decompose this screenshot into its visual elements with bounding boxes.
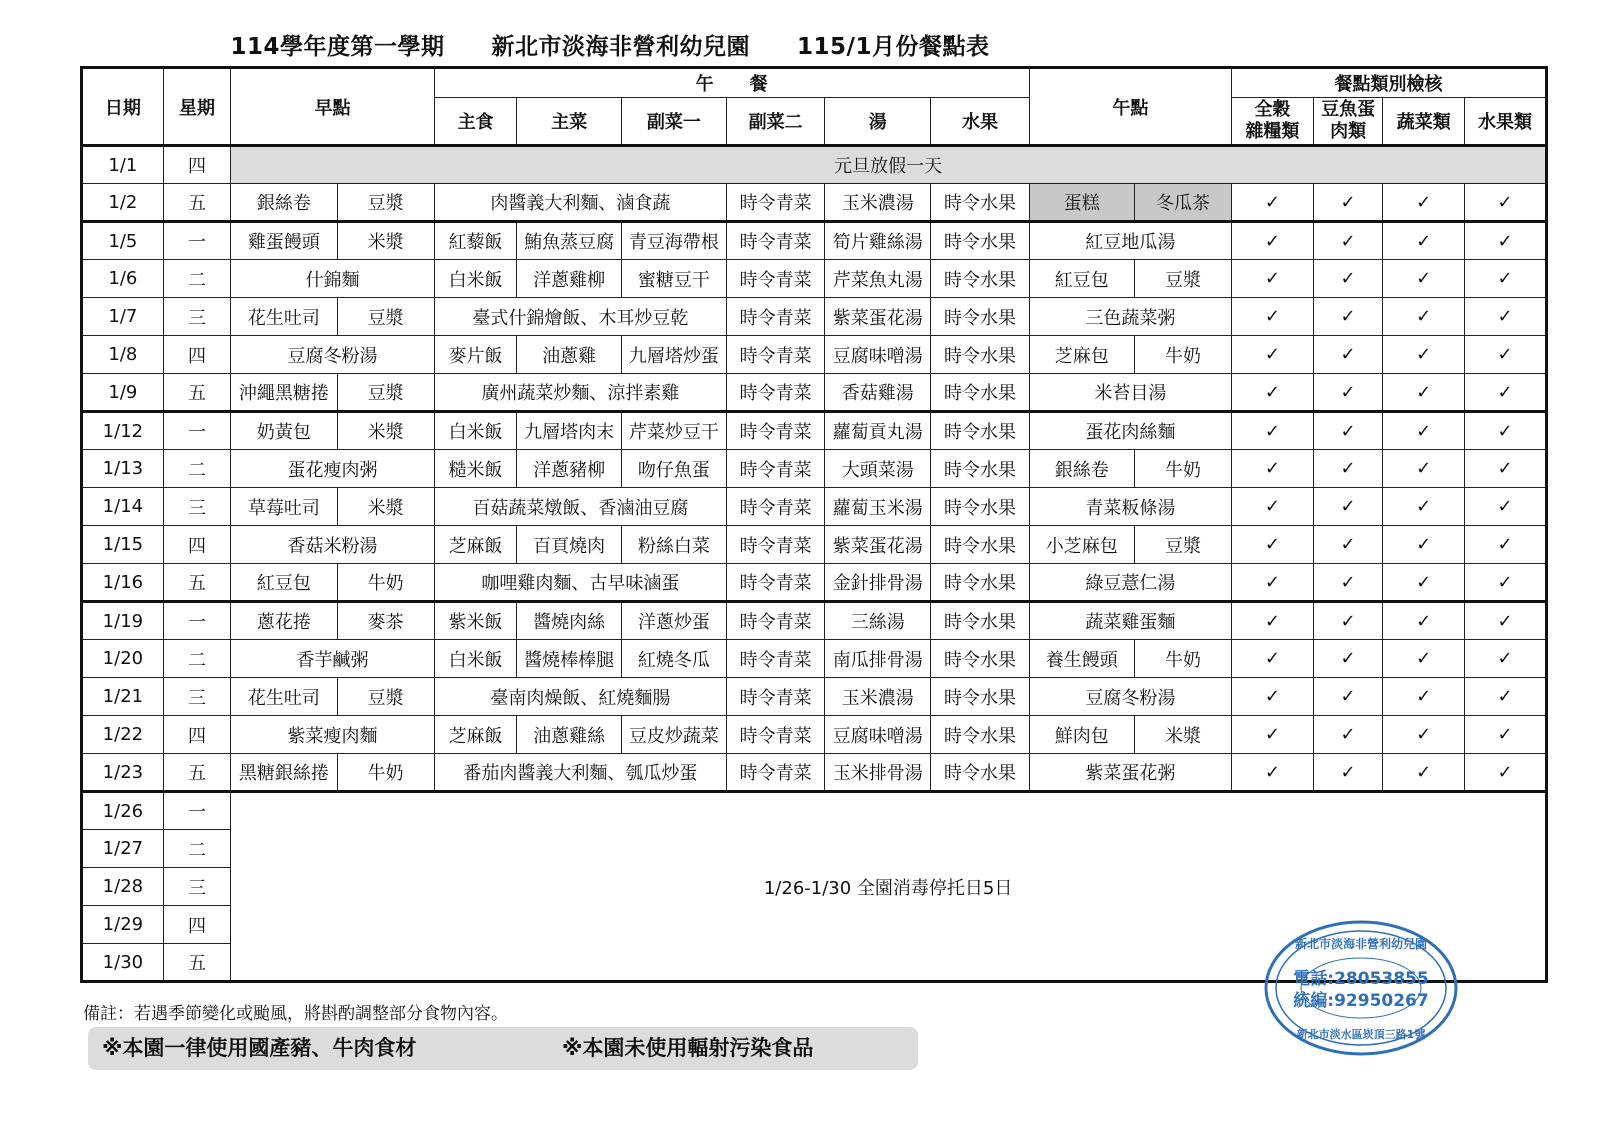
header-check: 餐點類別檢核 xyxy=(1232,68,1547,98)
lunch-soup: 玉米濃湯 xyxy=(825,678,931,716)
date-cell: 1/20 xyxy=(82,640,164,678)
date-cell: 1/15 xyxy=(82,526,164,564)
breakfast-item: 紫菜瘦肉麵 xyxy=(231,716,434,754)
weekday-cell: 一 xyxy=(163,792,230,830)
weekday-cell: 三 xyxy=(163,868,230,906)
check-fruit-mark: ✓ xyxy=(1465,602,1547,640)
weekday-cell: 四 xyxy=(163,146,230,184)
check-fruit-mark: ✓ xyxy=(1465,260,1547,298)
lunch-main-dish: 洋蔥雞柳 xyxy=(517,260,621,298)
lunch-fruit: 時令水果 xyxy=(931,488,1029,526)
lunch-soup: 玉米濃湯 xyxy=(825,184,931,222)
date-cell: 1/16 xyxy=(82,564,164,602)
snack-drink: 米漿 xyxy=(1134,716,1231,754)
header-staple: 主食 xyxy=(434,98,517,146)
header-check-grains: 全穀 雜糧類 xyxy=(1232,98,1314,146)
header-weekday: 星期 xyxy=(163,68,230,146)
snack-item: 鮮肉包 xyxy=(1029,716,1134,754)
breakfast-drink: 麥茶 xyxy=(337,602,434,640)
breakfast-drink: 米漿 xyxy=(337,488,434,526)
table-row xyxy=(82,222,1547,260)
notice-pork-beef: ※本園一律使用國產豬、牛肉食材 xyxy=(102,1036,417,1060)
check-grains-mark: ✓ xyxy=(1232,488,1314,526)
snack-item: 蛋花肉絲麵 xyxy=(1029,412,1231,450)
lunch-side-dish-2: 時令青菜 xyxy=(727,184,825,222)
lunch-fruit: 時令水果 xyxy=(931,374,1029,412)
check-grains-mark: ✓ xyxy=(1232,336,1314,374)
weekday-cell: 四 xyxy=(163,336,230,374)
check-protein-mark: ✓ xyxy=(1313,450,1383,488)
page-title: 114學年度第一學期 新北市淡海非營利幼兒園 115/1月份餐點表 xyxy=(230,34,990,60)
table-row xyxy=(82,336,1547,374)
table-row xyxy=(82,146,1547,184)
lunch-soup: 紫菜蛋花湯 xyxy=(825,298,931,336)
lunch-side-dish-2: 時令青菜 xyxy=(727,488,825,526)
check-protein-mark: ✓ xyxy=(1313,412,1383,450)
check-protein-mark: ✓ xyxy=(1313,260,1383,298)
check-protein-mark: ✓ xyxy=(1313,298,1383,336)
lunch-fruit: 時令水果 xyxy=(931,754,1029,792)
weekday-cell: 四 xyxy=(163,906,230,944)
lunch-side-dish-2: 時令青菜 xyxy=(727,374,825,412)
check-protein-mark: ✓ xyxy=(1313,754,1383,792)
lunch-staple: 白米飯 xyxy=(434,640,517,678)
table-row xyxy=(82,754,1547,792)
lunch-side-dish-1: 洋蔥炒蛋 xyxy=(621,602,726,640)
table-row xyxy=(82,602,1547,640)
header-check-fruit: 水果類 xyxy=(1465,98,1547,146)
snack-item: 綠豆薏仁湯 xyxy=(1029,564,1231,602)
lunch-soup: 香菇雞湯 xyxy=(825,374,931,412)
lunch-side-dish-1: 蜜糖豆干 xyxy=(621,260,726,298)
check-protein-mark: ✓ xyxy=(1313,526,1383,564)
notice-radiation: ※本園未使用輻射污染食品 xyxy=(562,1036,814,1060)
lunch-fruit: 時令水果 xyxy=(931,184,1029,222)
seal-tax-id: 統編:92950267 xyxy=(1293,991,1429,1011)
weekday-cell: 二 xyxy=(163,450,230,488)
date-cell: 1/21 xyxy=(82,678,164,716)
date-cell: 1/30 xyxy=(82,944,164,982)
holiday-cell: 元旦放假一天 xyxy=(231,146,1547,184)
lunch-combined: 肉醬義大利麵、滷食蔬 xyxy=(434,184,726,222)
lunch-fruit: 時令水果 xyxy=(931,260,1029,298)
check-fruit-mark: ✓ xyxy=(1465,488,1547,526)
date-cell: 1/13 xyxy=(82,450,164,488)
check-fruit-mark: ✓ xyxy=(1465,716,1547,754)
check-vegetables-mark: ✓ xyxy=(1383,184,1465,222)
lunch-fruit: 時令水果 xyxy=(931,412,1029,450)
table-row xyxy=(82,374,1547,412)
lunch-fruit: 時令水果 xyxy=(931,678,1029,716)
weekday-cell: 五 xyxy=(163,944,230,982)
date-cell: 1/7 xyxy=(82,298,164,336)
check-grains-mark: ✓ xyxy=(1232,412,1314,450)
snack-item: 豆腐冬粉湯 xyxy=(1029,678,1231,716)
table-row xyxy=(82,564,1547,602)
check-fruit-mark: ✓ xyxy=(1465,222,1547,260)
lunch-combined: 廣州蔬菜炒麵、涼拌素雞 xyxy=(434,374,726,412)
check-fruit-mark: ✓ xyxy=(1465,754,1547,792)
snack-item: 紅豆包 xyxy=(1029,260,1134,298)
table-row xyxy=(82,716,1547,754)
check-grains-mark: ✓ xyxy=(1232,450,1314,488)
check-vegetables-mark: ✓ xyxy=(1383,336,1465,374)
check-grains-mark: ✓ xyxy=(1232,564,1314,602)
check-fruit-mark: ✓ xyxy=(1465,640,1547,678)
closure-notice: 1/26-1/30 全園消毒停托日5日 xyxy=(231,792,1547,982)
meal-table xyxy=(80,66,1548,983)
footnote: 備註：若遇季節變化或颱風，將斟酌調整部分食物內容。 xyxy=(83,1004,508,1024)
date-cell: 1/28 xyxy=(82,868,164,906)
header-snack: 午點 xyxy=(1029,68,1231,146)
date-cell: 1/2 xyxy=(82,184,164,222)
lunch-main-dish: 醬燒肉絲 xyxy=(517,602,621,640)
date-cell: 1/6 xyxy=(82,260,164,298)
check-vegetables-mark: ✓ xyxy=(1383,260,1465,298)
snack-drink: 牛奶 xyxy=(1134,336,1231,374)
check-vegetables-mark: ✓ xyxy=(1383,526,1465,564)
date-cell: 1/23 xyxy=(82,754,164,792)
date-cell: 1/5 xyxy=(82,222,164,260)
breakfast-item: 花生吐司 xyxy=(231,678,337,716)
check-vegetables-mark: ✓ xyxy=(1383,450,1465,488)
check-vegetables-mark: ✓ xyxy=(1383,640,1465,678)
check-grains-mark: ✓ xyxy=(1232,260,1314,298)
check-protein-mark: ✓ xyxy=(1313,222,1383,260)
breakfast-drink: 豆漿 xyxy=(337,184,434,222)
table-row xyxy=(82,488,1547,526)
weekday-cell: 一 xyxy=(163,412,230,450)
weekday-cell: 五 xyxy=(163,374,230,412)
breakfast-item: 草莓吐司 xyxy=(231,488,337,526)
lunch-soup: 南瓜排骨湯 xyxy=(825,640,931,678)
snack-item: 紫菜蛋花粥 xyxy=(1029,754,1231,792)
lunch-side-dish-1: 青豆海帶根 xyxy=(621,222,726,260)
check-fruit-mark: ✓ xyxy=(1465,336,1547,374)
table-row xyxy=(82,678,1547,716)
lunch-staple: 麥片飯 xyxy=(434,336,517,374)
lunch-fruit: 時令水果 xyxy=(931,602,1029,640)
weekday-cell: 四 xyxy=(163,526,230,564)
snack-item: 蛋糕 xyxy=(1029,184,1134,222)
lunch-combined: 百菇蔬菜燉飯、香滷油豆腐 xyxy=(434,488,726,526)
date-cell: 1/9 xyxy=(82,374,164,412)
check-vegetables-mark: ✓ xyxy=(1383,374,1465,412)
weekday-cell: 三 xyxy=(163,678,230,716)
breakfast-item: 雞蛋饅頭 xyxy=(231,222,337,260)
check-vegetables-mark: ✓ xyxy=(1383,602,1465,640)
check-vegetables-mark: ✓ xyxy=(1383,716,1465,754)
weekday-cell: 二 xyxy=(163,830,230,868)
date-cell: 1/8 xyxy=(82,336,164,374)
check-grains-mark: ✓ xyxy=(1232,602,1314,640)
lunch-main-dish: 油蔥雞絲 xyxy=(517,716,621,754)
lunch-side-dish-1: 紅燒冬瓜 xyxy=(621,640,726,678)
lunch-staple: 糙米飯 xyxy=(434,450,517,488)
snack-drink: 牛奶 xyxy=(1134,450,1231,488)
lunch-fruit: 時令水果 xyxy=(931,526,1029,564)
lunch-main-dish: 鮪魚蒸豆腐 xyxy=(517,222,621,260)
lunch-fruit: 時令水果 xyxy=(931,298,1029,336)
check-fruit-mark: ✓ xyxy=(1465,298,1547,336)
lunch-side-dish-1: 吻仔魚蛋 xyxy=(621,450,726,488)
check-fruit-mark: ✓ xyxy=(1465,412,1547,450)
check-fruit-mark: ✓ xyxy=(1465,374,1547,412)
header-check-vegetables: 蔬菜類 xyxy=(1383,98,1465,146)
lunch-side-dish-1: 芹菜炒豆干 xyxy=(621,412,726,450)
check-protein-mark: ✓ xyxy=(1313,640,1383,678)
seal-phone: 電話:28053855 xyxy=(1293,969,1429,989)
snack-drink: 牛奶 xyxy=(1134,640,1231,678)
lunch-fruit: 時令水果 xyxy=(931,450,1029,488)
lunch-soup: 蘿蔔貢丸湯 xyxy=(825,412,931,450)
lunch-soup: 豆腐味噌湯 xyxy=(825,336,931,374)
date-cell: 1/27 xyxy=(82,830,164,868)
lunch-side-dish-2: 時令青菜 xyxy=(727,754,825,792)
table-row xyxy=(82,298,1547,336)
check-vegetables-mark: ✓ xyxy=(1383,678,1465,716)
weekday-cell: 一 xyxy=(163,222,230,260)
lunch-combined: 咖哩雞肉麵、古早味滷蛋 xyxy=(434,564,726,602)
check-grains-mark: ✓ xyxy=(1232,222,1314,260)
weekday-cell: 二 xyxy=(163,260,230,298)
check-grains-mark: ✓ xyxy=(1232,526,1314,564)
lunch-side-dish-2: 時令青菜 xyxy=(727,678,825,716)
breakfast-item: 豆腐冬粉湯 xyxy=(231,336,434,374)
lunch-main-dish: 百頁燒肉 xyxy=(517,526,621,564)
official-seal xyxy=(1262,918,1460,1058)
lunch-combined: 番茄肉醬義大利麵、瓠瓜炒蛋 xyxy=(434,754,726,792)
breakfast-drink: 豆漿 xyxy=(337,298,434,336)
lunch-soup: 紫菜蛋花湯 xyxy=(825,526,931,564)
lunch-side-dish-2: 時令青菜 xyxy=(727,526,825,564)
check-vegetables-mark: ✓ xyxy=(1383,298,1465,336)
lunch-combined: 臺式什錦燴飯、木耳炒豆乾 xyxy=(434,298,726,336)
lunch-side-dish-2: 時令青菜 xyxy=(727,336,825,374)
check-fruit-mark: ✓ xyxy=(1465,564,1547,602)
lunch-side-dish-1: 粉絲白菜 xyxy=(621,526,726,564)
weekday-cell: 五 xyxy=(163,184,230,222)
snack-drink: 豆漿 xyxy=(1134,526,1231,564)
date-cell: 1/12 xyxy=(82,412,164,450)
check-vegetables-mark: ✓ xyxy=(1383,222,1465,260)
lunch-main-dish: 洋蔥豬柳 xyxy=(517,450,621,488)
snack-item: 養生饅頭 xyxy=(1029,640,1134,678)
check-protein-mark: ✓ xyxy=(1313,678,1383,716)
snack-drink: 豆漿 xyxy=(1134,260,1231,298)
table-row xyxy=(82,792,1547,830)
check-fruit-mark: ✓ xyxy=(1465,678,1547,716)
check-protein-mark: ✓ xyxy=(1313,602,1383,640)
lunch-main-dish: 油蔥雞 xyxy=(517,336,621,374)
breakfast-drink: 豆漿 xyxy=(337,678,434,716)
lunch-fruit: 時令水果 xyxy=(931,336,1029,374)
lunch-main-dish: 九層塔肉末 xyxy=(517,412,621,450)
check-protein-mark: ✓ xyxy=(1313,488,1383,526)
check-vegetables-mark: ✓ xyxy=(1383,488,1465,526)
lunch-soup: 玉米排骨湯 xyxy=(825,754,931,792)
header-main-dish: 主菜 xyxy=(517,98,621,146)
lunch-side-dish-2: 時令青菜 xyxy=(727,260,825,298)
check-fruit-mark: ✓ xyxy=(1465,450,1547,488)
snack-item: 蔬菜雞蛋麵 xyxy=(1029,602,1231,640)
breakfast-drink: 豆漿 xyxy=(337,374,434,412)
check-grains-mark: ✓ xyxy=(1232,640,1314,678)
table-row xyxy=(82,640,1547,678)
seal-address: 新北市淡水區崁頂三路1號 xyxy=(1296,1028,1426,1041)
lunch-fruit: 時令水果 xyxy=(931,564,1029,602)
lunch-main-dish: 醬燒棒棒腿 xyxy=(517,640,621,678)
lunch-fruit: 時令水果 xyxy=(931,222,1029,260)
lunch-staple: 芝麻飯 xyxy=(434,716,517,754)
breakfast-drink: 米漿 xyxy=(337,222,434,260)
check-grains-mark: ✓ xyxy=(1232,184,1314,222)
snack-item: 紅豆地瓜湯 xyxy=(1029,222,1231,260)
lunch-side-dish-2: 時令青菜 xyxy=(727,412,825,450)
snack-item: 青菜粄條湯 xyxy=(1029,488,1231,526)
breakfast-item: 銀絲卷 xyxy=(231,184,337,222)
lunch-soup: 芹菜魚丸湯 xyxy=(825,260,931,298)
check-grains-mark: ✓ xyxy=(1232,678,1314,716)
snack-item: 小芝麻包 xyxy=(1029,526,1134,564)
check-vegetables-mark: ✓ xyxy=(1383,412,1465,450)
lunch-side-dish-2: 時令青菜 xyxy=(727,222,825,260)
header-side-dish-1: 副菜一 xyxy=(621,98,726,146)
check-protein-mark: ✓ xyxy=(1313,716,1383,754)
breakfast-item: 奶黃包 xyxy=(231,412,337,450)
check-protein-mark: ✓ xyxy=(1313,184,1383,222)
breakfast-item: 香菇米粉湯 xyxy=(231,526,434,564)
header-breakfast: 早點 xyxy=(231,68,434,146)
check-protein-mark: ✓ xyxy=(1313,564,1383,602)
lunch-staple: 白米飯 xyxy=(434,260,517,298)
weekday-cell: 五 xyxy=(163,754,230,792)
weekday-cell: 二 xyxy=(163,640,230,678)
check-grains-mark: ✓ xyxy=(1232,754,1314,792)
check-grains-mark: ✓ xyxy=(1232,716,1314,754)
table-row xyxy=(82,450,1547,488)
header-check-protein: 豆魚蛋 肉類 xyxy=(1313,98,1383,146)
breakfast-item: 什錦麵 xyxy=(231,260,434,298)
check-protein-mark: ✓ xyxy=(1313,374,1383,412)
lunch-soup: 筍片雞絲湯 xyxy=(825,222,931,260)
lunch-soup: 豆腐味噌湯 xyxy=(825,716,931,754)
header-date: 日期 xyxy=(82,68,164,146)
lunch-side-dish-2: 時令青菜 xyxy=(727,716,825,754)
weekday-cell: 一 xyxy=(163,602,230,640)
weekday-cell: 三 xyxy=(163,488,230,526)
lunch-side-dish-1: 豆皮炒蔬菜 xyxy=(621,716,726,754)
breakfast-item: 蛋花瘦肉粥 xyxy=(231,450,434,488)
breakfast-item: 香芋鹹粥 xyxy=(231,640,434,678)
lunch-combined: 臺南肉燥飯、紅燒麵腸 xyxy=(434,678,726,716)
lunch-soup: 大頭菜湯 xyxy=(825,450,931,488)
notice-banner xyxy=(88,1027,918,1070)
lunch-side-dish-2: 時令青菜 xyxy=(727,564,825,602)
breakfast-drink: 牛奶 xyxy=(337,754,434,792)
lunch-side-dish-2: 時令青菜 xyxy=(727,298,825,336)
date-cell: 1/22 xyxy=(82,716,164,754)
header-side-dish-2: 副菜二 xyxy=(727,98,825,146)
check-grains-mark: ✓ xyxy=(1232,374,1314,412)
lunch-soup: 金針排骨湯 xyxy=(825,564,931,602)
snack-item: 芝麻包 xyxy=(1029,336,1134,374)
breakfast-drink: 牛奶 xyxy=(337,564,434,602)
header-lunch: 午 餐 xyxy=(434,68,1029,98)
snack-item: 銀絲卷 xyxy=(1029,450,1134,488)
lunch-soup: 三絲湯 xyxy=(825,602,931,640)
meal-table-body xyxy=(82,146,1547,982)
lunch-fruit: 時令水果 xyxy=(931,640,1029,678)
check-vegetables-mark: ✓ xyxy=(1383,754,1465,792)
breakfast-item: 花生吐司 xyxy=(231,298,337,336)
lunch-fruit: 時令水果 xyxy=(931,716,1029,754)
date-cell: 1/1 xyxy=(82,146,164,184)
table-row xyxy=(82,184,1547,222)
table-row xyxy=(82,260,1547,298)
date-cell: 1/26 xyxy=(82,792,164,830)
lunch-staple: 芝麻飯 xyxy=(434,526,517,564)
lunch-soup: 蘿蔔玉米湯 xyxy=(825,488,931,526)
lunch-side-dish-2: 時令青菜 xyxy=(727,602,825,640)
lunch-staple: 紫米飯 xyxy=(434,602,517,640)
breakfast-item: 沖繩黑糖捲 xyxy=(231,374,337,412)
date-cell: 1/14 xyxy=(82,488,164,526)
snack-drink: 冬瓜茶 xyxy=(1134,184,1231,222)
header-soup: 湯 xyxy=(825,98,931,146)
header-fruit: 水果 xyxy=(931,98,1029,146)
seal-org: 新北市淡海非營利幼兒園 xyxy=(1294,937,1428,951)
check-fruit-mark: ✓ xyxy=(1465,184,1547,222)
date-cell: 1/19 xyxy=(82,602,164,640)
weekday-cell: 四 xyxy=(163,716,230,754)
date-cell: 1/29 xyxy=(82,906,164,944)
table-row xyxy=(82,412,1547,450)
lunch-side-dish-2: 時令青菜 xyxy=(727,640,825,678)
table-row xyxy=(82,526,1547,564)
breakfast-drink: 米漿 xyxy=(337,412,434,450)
snack-item: 米苔目湯 xyxy=(1029,374,1231,412)
breakfast-item: 蔥花捲 xyxy=(231,602,337,640)
breakfast-item: 黑糖銀絲捲 xyxy=(231,754,337,792)
lunch-side-dish-2: 時令青菜 xyxy=(727,450,825,488)
check-vegetables-mark: ✓ xyxy=(1383,564,1465,602)
snack-item: 三色蔬菜粥 xyxy=(1029,298,1231,336)
lunch-staple: 白米飯 xyxy=(434,412,517,450)
check-fruit-mark: ✓ xyxy=(1465,526,1547,564)
check-grains-mark: ✓ xyxy=(1232,298,1314,336)
breakfast-item: 紅豆包 xyxy=(231,564,337,602)
weekday-cell: 五 xyxy=(163,564,230,602)
lunch-side-dish-1: 九層塔炒蛋 xyxy=(621,336,726,374)
weekday-cell: 三 xyxy=(163,298,230,336)
lunch-staple: 紅藜飯 xyxy=(434,222,517,260)
check-protein-mark: ✓ xyxy=(1313,336,1383,374)
